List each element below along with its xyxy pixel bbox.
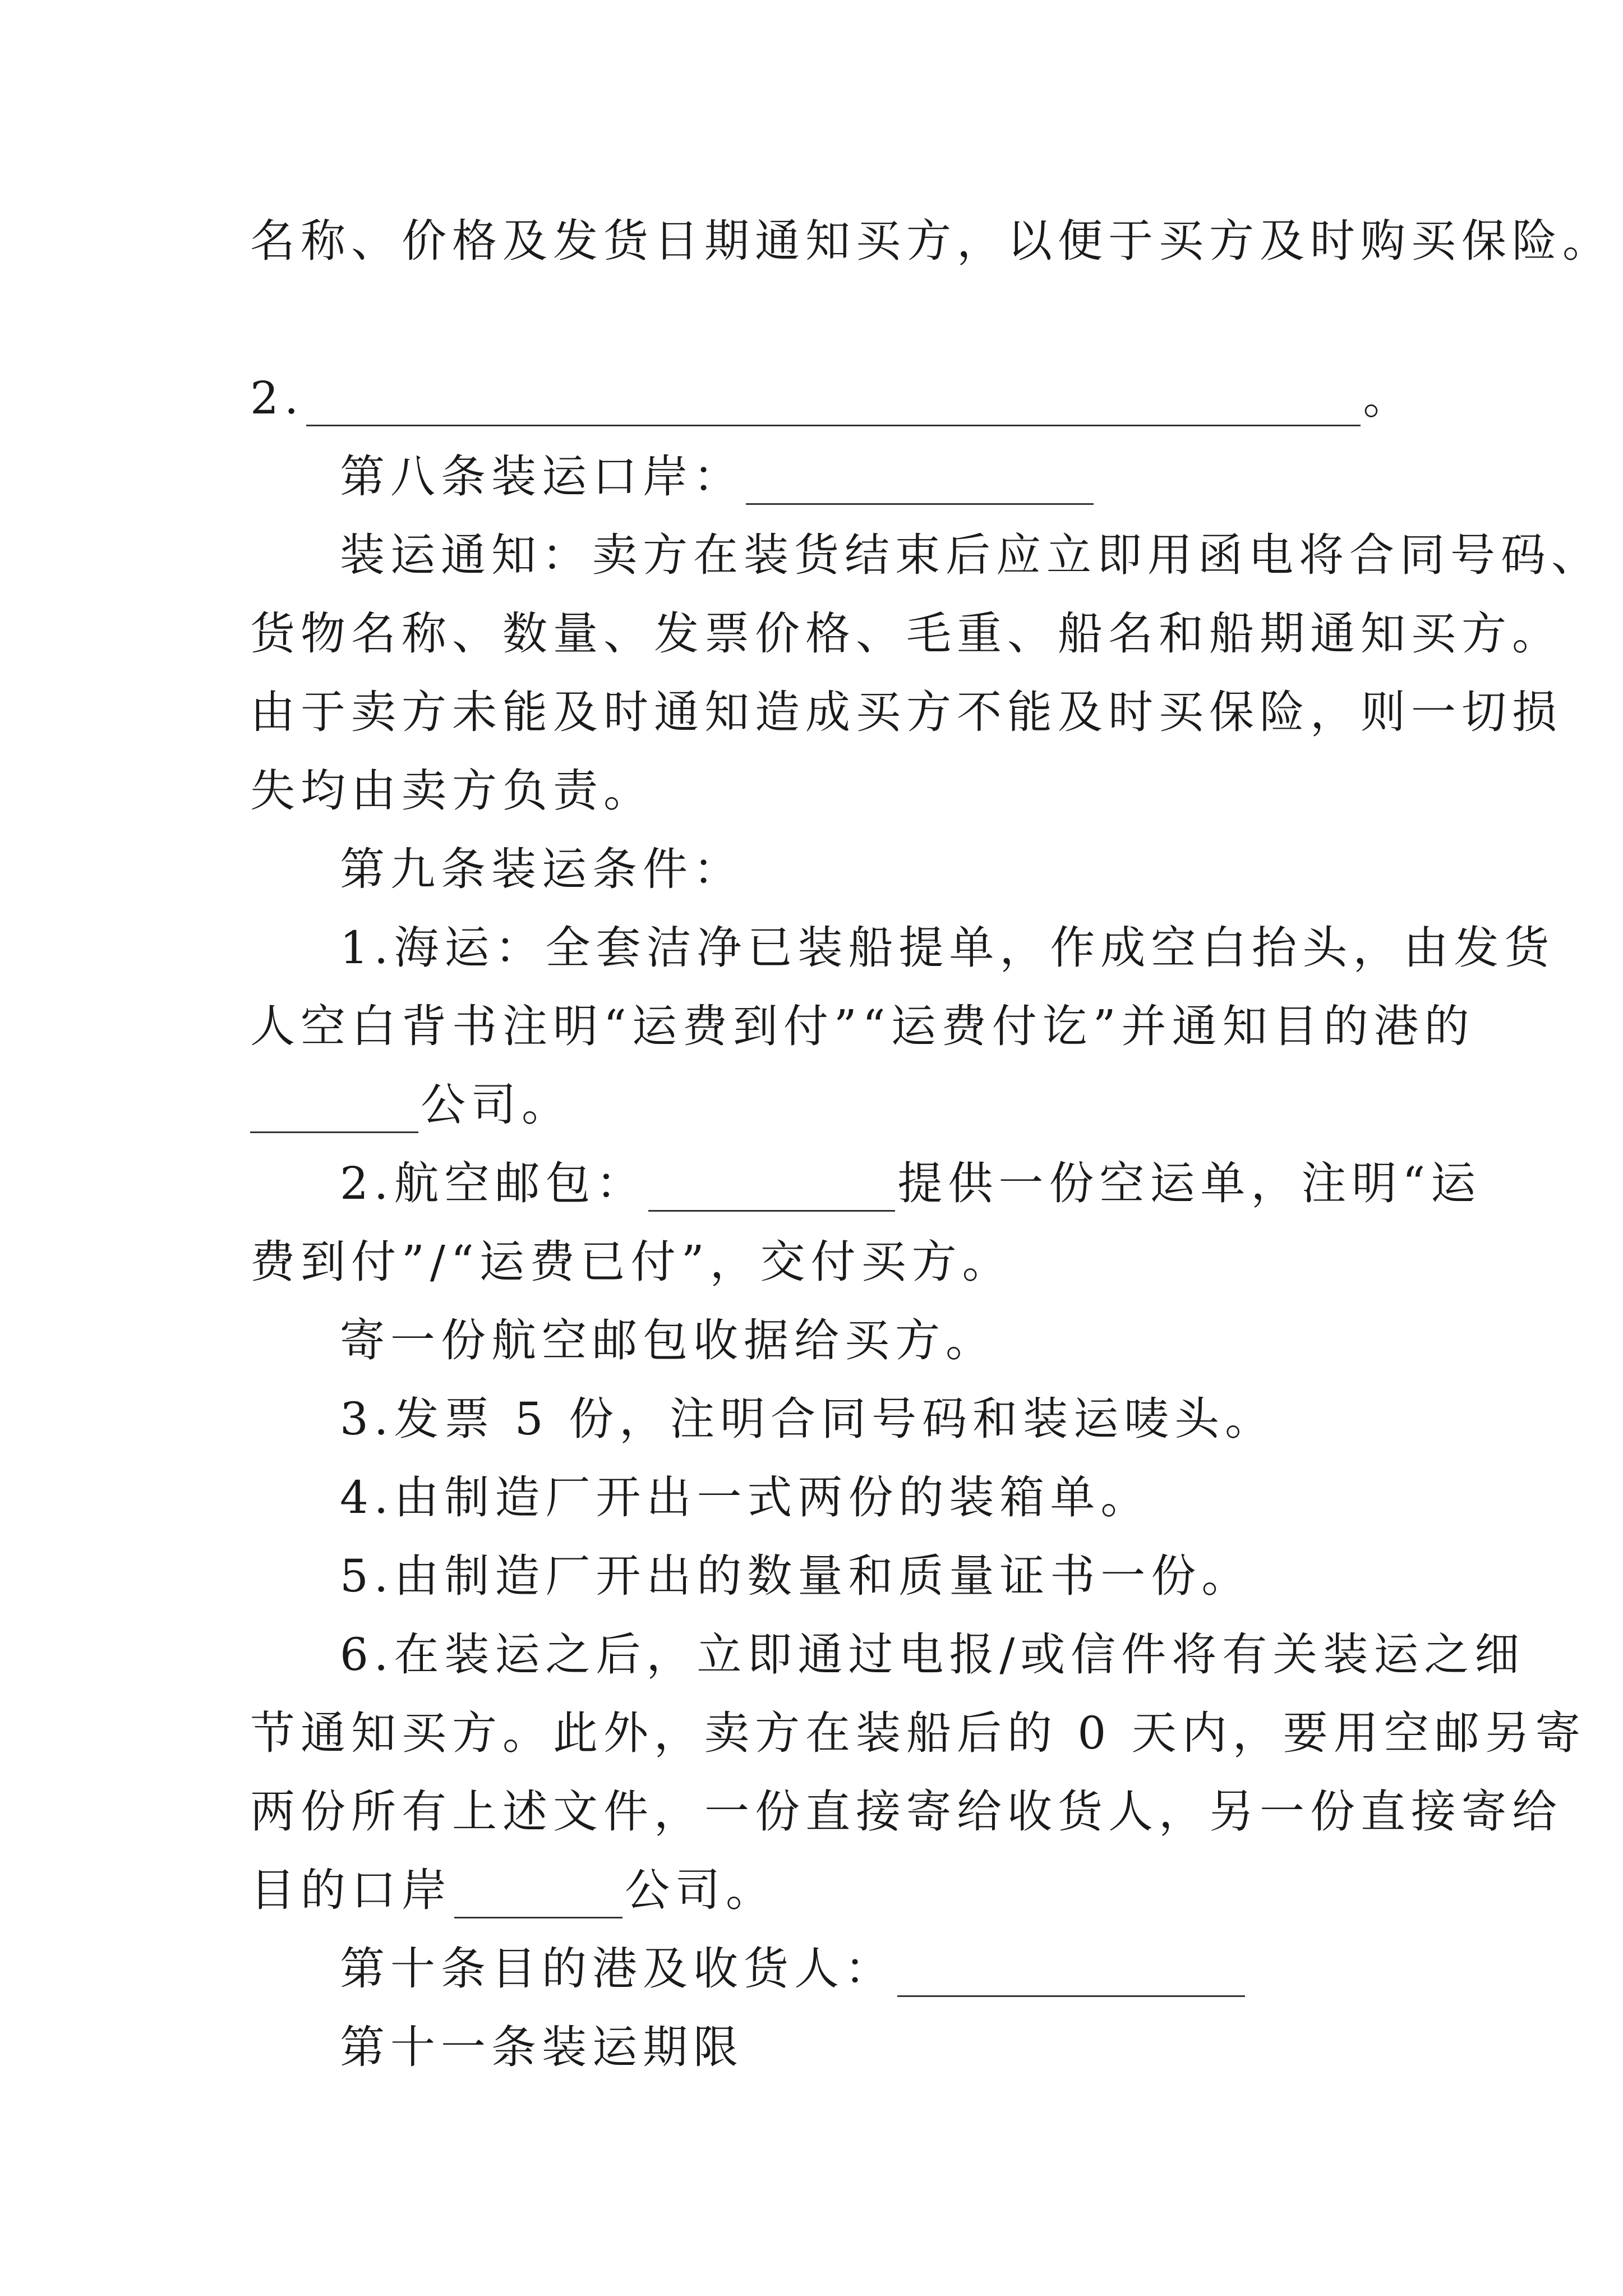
clause-text: 2.航空邮包： [340, 1157, 647, 1209]
article-8-line [340, 449, 1096, 505]
notice-line: 货物名称、数量、发票价格、毛重、船名和船期通知买方。 [250, 608, 1562, 660]
fill-in-blank[interactable] [454, 1878, 623, 1918]
clause-text: 公司。 [625, 1864, 776, 1916]
clause-line: 3.发票 5 份，注明合同号码和装运唛头。 [340, 1393, 1276, 1445]
clause-line: 寄一份航空邮包收据给买方。 [340, 1314, 996, 1366]
paragraph-line: 名称、价格及发货日期通知买方，以便于买方及时购买保险。 [250, 215, 1613, 267]
notice-line: 由于卖方未能及时通知造成买方不能及时买保险，则一切损 [250, 686, 1562, 738]
clause-line [340, 1156, 1481, 1212]
notice-line: 失均由卖方负责。 [250, 765, 654, 817]
article-10-line [340, 1941, 1247, 1997]
item-2-line [250, 370, 1413, 426]
article-10-label: 第十条目的港及收货人： [340, 1943, 895, 1995]
fill-in-blank[interactable] [250, 1092, 418, 1133]
clause-line [250, 1862, 776, 1918]
clause-line: 5.由制造厂开出的数量和质量证书一份。 [340, 1550, 1252, 1602]
clause-line: 两份所有上述文件，一份直接寄给收货人，另一份直接寄给 [250, 1786, 1562, 1838]
clause-line: 人空白背书注明“运费到付”“运费付讫”并通知目的港的 [250, 1000, 1475, 1052]
clause-line: 节通知买方。此外，卖方在装船后的 0 天内，要用空邮另寄 [250, 1707, 1586, 1759]
article-8-label: 第八条装运口岸： [340, 450, 744, 503]
notice-line: 装运通知：卖方在装货结束后应立即用函电将合同号码、 [340, 529, 1602, 581]
clause-line: 4.由制造厂开出一式两份的装箱单。 [340, 1471, 1151, 1524]
fill-in-blank[interactable] [648, 1171, 895, 1212]
fill-in-blank[interactable] [897, 1956, 1245, 1997]
clause-text: 目的口岸 [250, 1864, 452, 1916]
fill-in-blank[interactable] [306, 385, 1361, 426]
clause-line: 1.海运：全套洁净已装船提单，作成空白抬头，由发货 [340, 922, 1555, 974]
item-number: 2. [250, 372, 305, 424]
article-9-title: 第九条装运条件： [340, 843, 744, 895]
article-11-title: 第十一条装运期限 [340, 2021, 744, 2073]
clause-line: 6.在装运之后，立即通过电报/或信件将有关装运之细 [340, 1628, 1525, 1681]
clause-line: 费到付”/“运费已付”，交付买方。 [250, 1236, 1013, 1288]
clause-text: 提供一份空运单，注明“运 [897, 1157, 1482, 1209]
line-end: 。 [1363, 372, 1414, 424]
fill-in-blank[interactable] [746, 464, 1094, 505]
clause-text: 公司。 [421, 1079, 572, 1131]
clause-line [250, 1077, 572, 1133]
